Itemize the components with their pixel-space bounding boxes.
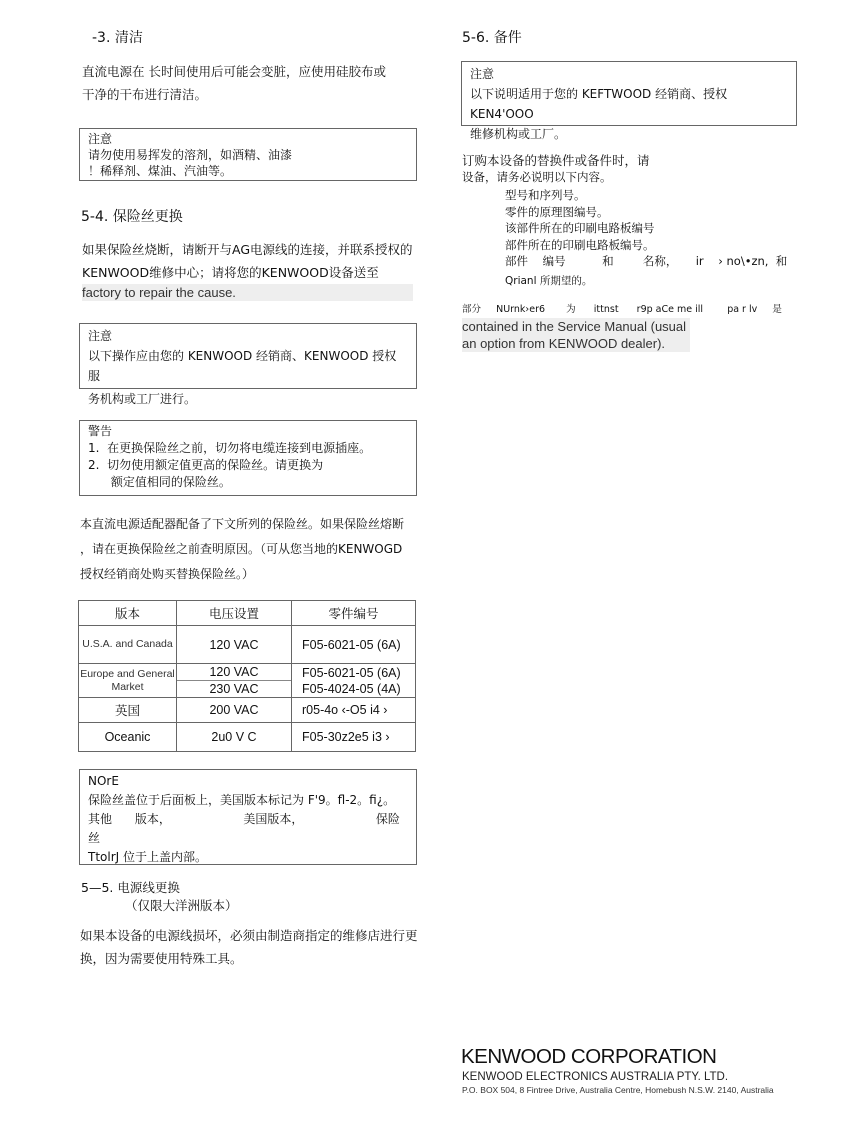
text-line: an option from KENWOOD dealer). <box>462 336 666 351</box>
caution-title: 注意 <box>88 329 113 343</box>
list-item: 该部件所在的印刷电路板编号 <box>505 221 655 235</box>
caution-box-service <box>79 323 417 406</box>
text-line: 请勿使用易挥发的溶剂，如酒精、油漆 <box>88 148 293 162</box>
text-line: factory to repair the cause. <box>82 284 413 301</box>
text-line: KENWOOD维修中心；请将您的KENWOOD设备送至 <box>82 265 379 280</box>
list-item: 型号和序列号。 <box>505 188 586 202</box>
cell-part: r05-4o ‹-O5 i4 › <box>292 698 416 723</box>
table-row <box>79 664 416 698</box>
list-item: 零件的原理图编号。 <box>505 204 609 219</box>
text-line: 授权经销商处购买替换保险丝。） <box>80 567 255 581</box>
column-header: 零件编号 <box>292 601 416 626</box>
power-cord-paragraph <box>80 924 418 970</box>
cell-part: F05-6021-05 (6A) <box>292 626 416 664</box>
company-address: P.O. BOX 504, 8 Fintree Drive, Australia Centre, Homebush N.S.W. 2140, Australia <box>462 1085 774 1095</box>
section-title-fuse: 5-4. 保险丝更换 <box>81 209 183 225</box>
text-line: 如果保险丝烧断，请断开与AG电源线的连接，并联系授权的 <box>82 242 413 257</box>
cell-voltage: 120 VAC <box>209 665 259 679</box>
garbled-line: 部分 NUrnk›er6 为 ittnst r9p aCe me ill pa r lv 是 <box>462 304 782 315</box>
english-note <box>462 318 690 352</box>
note-box-fuse-location <box>79 769 417 865</box>
text-line: ，请在更换保险丝之前查明原因。（可从您当地的KENWOGD <box>80 542 403 556</box>
list-item: 部件 编号 和 名称， ir › no\•zn, 和 <box>505 254 788 268</box>
subsidiary-name: KENWOOD ELECTRONICS AUSTRALIA PTY. LTD. <box>462 1071 729 1083</box>
text-line: 维修机构或工厂。 <box>470 127 567 141</box>
parts-info-list <box>505 187 787 292</box>
cell-version: 英国 <box>79 698 177 723</box>
fuse-paragraph <box>82 238 413 301</box>
text-line: 丝 <box>88 831 101 845</box>
cell-version: Europe and General Market <box>79 664 177 698</box>
text-line: contained in the Service Manual (usual <box>462 319 687 334</box>
warning-title: 警告 <box>88 424 113 438</box>
caution-box-cleaning <box>79 128 417 181</box>
text-line: 如果本设备的电源线损坏，必须由制造商指定的维修店进行更 <box>80 928 418 943</box>
column-header: 电压设置 <box>177 601 292 626</box>
text-line: 直流电源在 长时间使用后可能会变脏，应使用硅胶布或 <box>82 64 386 79</box>
cleaning-paragraph <box>82 60 386 106</box>
table-row <box>79 698 416 723</box>
section-subtitle: （仅限大洋洲版本） <box>125 898 238 913</box>
caution-title: 注意 <box>88 132 113 146</box>
caution-title: 注意 <box>470 67 495 81</box>
table-row <box>79 626 416 664</box>
cell-version: Oceanic <box>79 723 177 752</box>
text-line: 本直流电源适配器配备了下文所列的保险丝。如果保险丝熔断 <box>80 517 405 531</box>
list-item: Qrianl 所期望的。 <box>505 274 593 287</box>
cell-part: F05-4024-05 (4A) <box>302 681 401 696</box>
parts-intro <box>462 152 650 186</box>
cell-voltage: 120 VAC <box>177 626 292 664</box>
table-header-row <box>79 601 416 626</box>
cell-part: F05-30z2e5 i3 › <box>292 723 416 752</box>
text-line: 以下说明适用于您的 KEFTWOOD 经销商、授权 KEN4'OOO <box>470 87 728 121</box>
text-line: 换，因为需要使用特殊工具。 <box>80 951 243 966</box>
note-title: NOrE <box>88 774 119 788</box>
cell-part: F05-6021-05 (6A) <box>302 665 401 680</box>
text-line: TtolrJ 位于上盖内部。 <box>88 850 207 864</box>
warning-box <box>79 420 417 496</box>
caution-box-parts <box>461 61 797 141</box>
cell-version: U.S.A. and Canada <box>79 626 177 664</box>
text-line: 1. 在更换保险丝之前，切勿将电缆连接到电源插座。 <box>88 441 372 455</box>
column-header: 版本 <box>79 601 177 626</box>
fuse-info-paragraph <box>80 512 404 587</box>
text-line: 保险丝盖位于后面板上，美国版本标记为 F'9。fl-2。fi¿。 <box>88 793 396 807</box>
text-line: 2. 切勿使用额定值更高的保险丝。请更换为 <box>88 458 324 472</box>
section-title-power-cord: 5—5. 电源线更换 <box>81 880 180 895</box>
text-line: 干净的干布进行清洁。 <box>82 87 208 102</box>
text-line: 以下操作应由您的 KENWOOD 经销商、KENWOOD 授权服 <box>88 349 397 383</box>
company-name: KENWOOD CORPORATION <box>461 1045 717 1068</box>
text-line: 额定值相同的保险丝。 <box>88 475 231 489</box>
text-line: 订购本设备的替换件或备件时，请 <box>462 153 650 168</box>
table-row <box>79 723 416 752</box>
cell-voltage: 200 VAC <box>177 698 292 723</box>
text-line: 其他 版本， 美国版本， 保险 <box>88 812 400 826</box>
list-item: 部件所在的印刷电路板编号。 <box>505 237 655 252</box>
cell-voltage: 2u0 V C <box>177 723 292 752</box>
section-title-cleaning: -3. 清洁 <box>92 30 143 46</box>
text-line: ！稀释剂、煤油、汽油等。 <box>88 164 233 178</box>
fuse-table <box>78 600 416 752</box>
section-title-parts: 5-6. 备件 <box>462 30 522 46</box>
cell-voltage: 230 VAC <box>177 680 291 697</box>
text-line: 设备，请务必说明以下内容。 <box>462 170 612 184</box>
text-line: 务机构或工厂进行。 <box>88 392 197 406</box>
